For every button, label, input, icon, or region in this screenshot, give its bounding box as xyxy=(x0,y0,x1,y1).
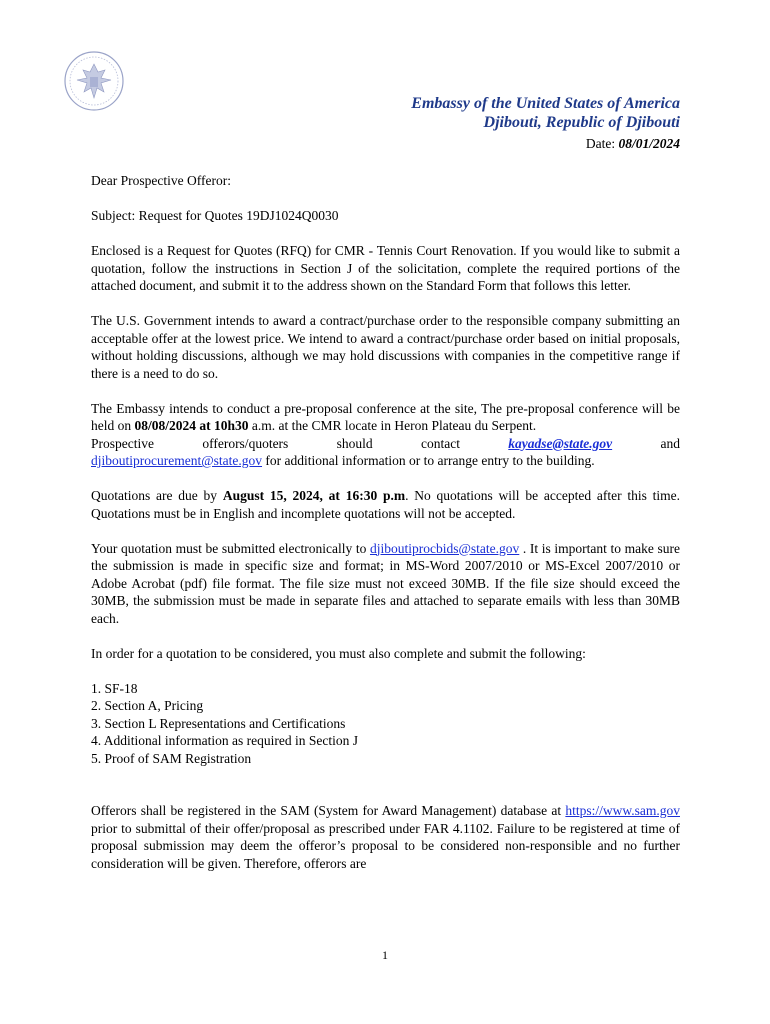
requirements-list xyxy=(91,680,680,768)
paragraph-deadline: Quotations are due by August 15, 2024, at 16:30 p.m. No quotations will be accepted after this time. Quotations must be in English and incomplete quotations will not be accepted. xyxy=(91,488,680,521)
letter-body xyxy=(91,172,680,890)
subject-line: Subject: Request for Quotes 19DJ1024Q0030 xyxy=(91,208,339,223)
paragraph-requirements-intro: In order for a quotation to be considered, you must also complete and submit the following: xyxy=(91,645,586,661)
conference-contact-tail: djiboutiprocurement@state.gov for additional information or to arrange entry to the building. xyxy=(91,453,595,468)
conference-datetime: 08/08/2024 at 10h30 xyxy=(134,418,249,433)
paragraph-rfq-intro: Enclosed is a Request for Quotes (RFQ) for CMR - Tennis Court Renovation. If you would like to submit a quotation, follow the instructions in Section J of the solicitation, complete the required portions of the attached document, and submit it to the address shown on the Standard Form that follows this letter. xyxy=(91,243,680,293)
list-item: 3. Section L Representations and Certifications xyxy=(91,715,346,731)
embassy-seal-icon xyxy=(63,50,125,112)
conference-contact-line: Prospective offerors/quoters should contact kayadse@state.gov and xyxy=(91,435,680,451)
due-datetime: August 15, 2024, at 16:30 p.m xyxy=(222,488,406,503)
procurement-email-link[interactable]: djiboutiprocurement@state.gov xyxy=(91,453,263,468)
embassy-name: Embassy of the United States of America xyxy=(411,95,680,112)
date-value: 08/01/2024 xyxy=(618,136,680,151)
paragraph-sam-registration: Offerors shall be registered in the SAM (System for Award Management) database at https://www.sam.gov prior to submittal of their offer/proposal as prescribed under FAR 4.1102. Failure to be registered at time of proposal submission may deem the offeror’s proposal to be considered non-responsible and no further consideration will be given. Therefore, offerors are xyxy=(91,803,680,871)
paragraph-award-policy: The U.S. Government intends to award a contract/purchase order to the responsible company submitting an acceptable offer at the lowest price. We intend to award a contract/purchase order based on initial proposals, without holding discussions, although we may hold discussions with companies in the competitive range if there is a need to do so. xyxy=(91,313,680,381)
paragraph-submission: Your quotation must be submitted electronically to djiboutiprocbids@state.gov . It is important to make sure the submission is made in specific size and format; in MS-Word 2007/2010 or MS-Excel 2007/2010 or Adobe Acrobat (pdf) file format. The file size must not exceed 30MB. If the file size should exceed the 30MB, the submission must be made in separate files and attached to separate emails with less than 30MB each. xyxy=(91,540,681,626)
list-item: 1. SF-18 xyxy=(91,680,138,696)
list-item: 5. Proof of SAM Registration xyxy=(91,750,252,766)
bids-email-link[interactable]: djiboutiprocbids@state.gov xyxy=(369,540,520,556)
embassy-location: Djibouti, Republic of Djibouti xyxy=(483,114,680,131)
date-label: Date: xyxy=(585,136,616,151)
list-item: 4. Additional information as required in Section J xyxy=(91,733,358,748)
page-number: 1 xyxy=(382,948,388,962)
salutation: Dear Prospective Offeror: xyxy=(91,173,231,188)
list-item: 2. Section A, Pricing xyxy=(91,698,204,713)
letterhead xyxy=(411,94,680,132)
contact-email-link[interactable]: kayadse@state.gov xyxy=(508,435,613,451)
letter-date xyxy=(586,136,680,152)
paragraph-conference: The Embassy intends to conduct a pre-proposal conference at the site, The pre-proposal conference will be held on 08/08/2024 at 10h30 a.m. at the CMR locate in Heron Plateau du Serpent. xyxy=(91,400,680,433)
sam-gov-link[interactable]: https://www.sam.gov xyxy=(565,803,680,818)
